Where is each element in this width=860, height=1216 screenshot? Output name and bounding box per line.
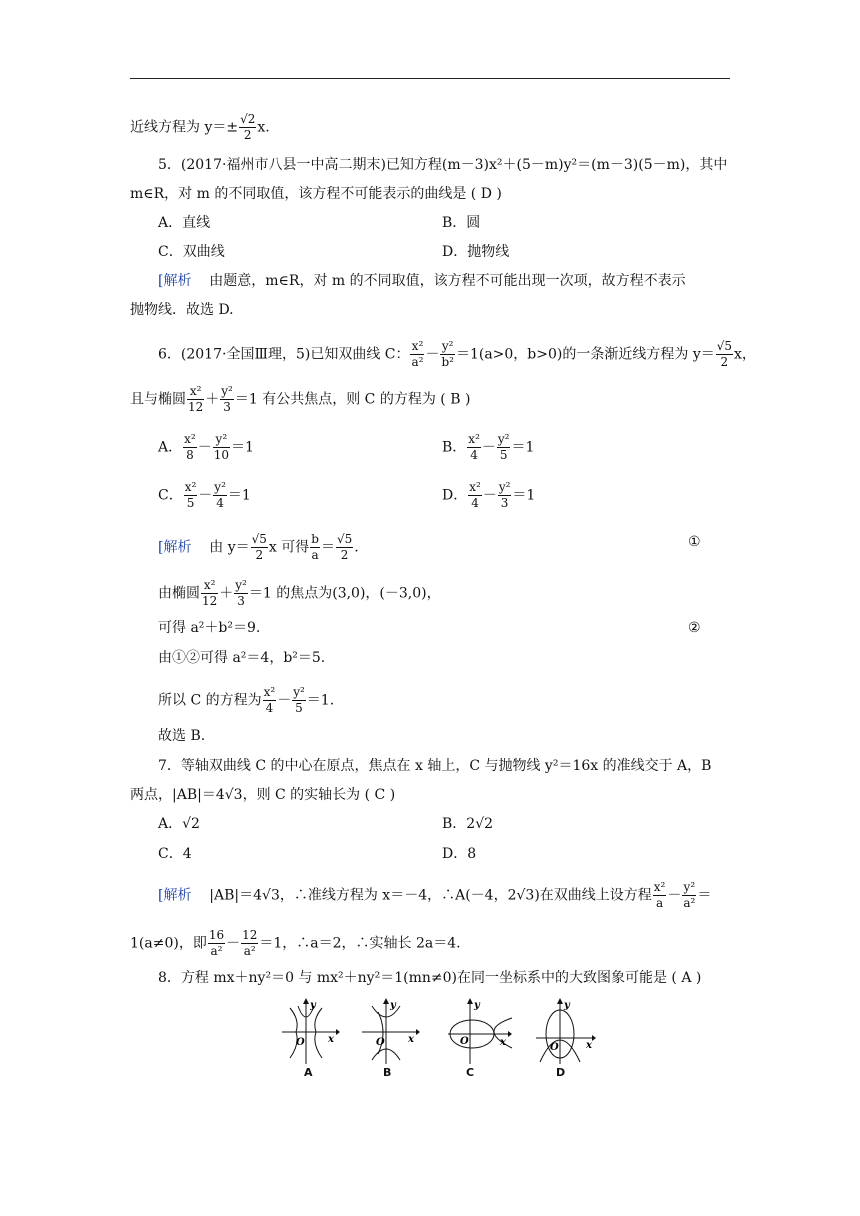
- option-a: A．直线: [158, 215, 211, 231]
- header-rule: [130, 78, 730, 79]
- solution-line: [解析 由 y＝ $\frac{√5}{2}$ x 可得 $\frac{b}{a}$ ＝ $\frac{√5}{2}$ .: [158, 532, 359, 562]
- question-7-line2: 两点，|AB|＝4√3，则 C 的实轴长为 ( C ): [130, 787, 396, 803]
- axis-y-label: y: [390, 1000, 396, 1011]
- question-6-line2: 且与椭圆 $\frac{\text{x²}}{12}$ ＋ $\frac{\text{y²}}{3}$ ＝1 有公共焦点，则 C 的方程为 ( B ): [130, 384, 471, 414]
- graph-label-d: D: [556, 1066, 566, 1079]
- graph-a: [278, 998, 340, 1064]
- question-5-line1: 5．(2017·福州市八县一中高二期末)已知方程(m－3)x²＋(5－m)y²＝(m－3)(5－m)，其中: [158, 157, 728, 173]
- graph-c: [446, 998, 516, 1064]
- option-a: A．√2: [158, 816, 200, 832]
- axis-x-label: x: [586, 1040, 592, 1051]
- question-5-line2: m∈R，对 m 的不同取值，该方程不可能表示的曲线是 ( D ): [130, 186, 502, 202]
- solution-line: 由①②可得 a²＝4，b²＝5.: [158, 650, 326, 666]
- origin-label: O: [460, 1036, 469, 1047]
- option-c: C．双曲线: [158, 244, 225, 260]
- origin-label: O: [550, 1042, 559, 1053]
- option-b: B．圆: [442, 215, 481, 231]
- option-b: B． $\frac{\text{x²}}{4}$ － $\frac{\text{y²}}{5}$ ＝1: [442, 432, 535, 462]
- origin-label: O: [376, 1037, 385, 1048]
- solution-line: 由椭圆 $\frac{\text{x²}}{12}$ ＋ $\frac{\text{y²}}{3}$ ＝1 的焦点为(3,0)，(－3,0)，: [158, 578, 441, 608]
- option-a: A． $\frac{\text{x²}}{8}$ － $\frac{\text{y²}}{10}$ ＝1: [158, 432, 254, 462]
- solution-line: 故选 B.: [158, 728, 206, 744]
- axis-x-label: x: [328, 1034, 334, 1045]
- question-6-line1: 6．(2017·全国Ⅲ理，5)已知双曲线 C： $\frac{\text{x²}}{\text{a²}}$ － $\frac{\text{y²}}{\text{b²}}$ ＝1(a>0，b>0)的一条渐近线方程为 y＝ $\frac{√5}{2}$ x，: [158, 339, 756, 369]
- option-d: D． $\frac{\text{x²}}{4}$ － $\frac{\text{y²}}{3}$ ＝1: [442, 480, 536, 510]
- graph-b: [358, 998, 420, 1064]
- option-b: B．2√2: [442, 816, 494, 832]
- question-7-line1: 7．等轴双曲线 C 的中心在原点，焦点在 x 轴上，C 与抛物线 y²＝16x 的准线交于 A，B: [158, 758, 712, 774]
- option-c: C． $\frac{\text{x²}}{5}$ － $\frac{\text{y²}}{4}$ ＝1: [158, 480, 251, 510]
- solution-line: [解析 |AB|＝4√3，∴准线方程为 x＝－4，∴A(－4，2√3)在双曲线上设方程 $\frac{\text{x²}}{a}$ － $\frac{\text{y²}}{\text{a²}}$ ＝: [158, 880, 712, 910]
- origin-label: O: [296, 1037, 305, 1048]
- solution-line: 抛物线．故选 D.: [130, 302, 234, 318]
- question-8: 8．方程 mx＋ny²＝0 与 mx²＋ny²＝1(mn≠0)在同一坐标系中的大致图象可能是 ( A ): [158, 970, 702, 986]
- graph-label-a: A: [304, 1066, 313, 1079]
- axis-y-label: y: [474, 1000, 480, 1011]
- graph-label-b: B: [383, 1066, 392, 1079]
- axis-y-label: y: [310, 1000, 316, 1011]
- solution-line: 可得 a²＋b²＝9.: [158, 620, 261, 636]
- option-c: C．4: [158, 846, 192, 862]
- equation-mark: ①: [688, 534, 701, 550]
- option-d: D．8: [442, 846, 477, 862]
- equation-mark: ②: [688, 620, 701, 636]
- axis-y-label: y: [564, 1000, 570, 1011]
- solution-line: 所以 C 的方程为 $\frac{\text{x²}}{4}$ － $\frac{\text{y²}}{5}$ ＝1.: [158, 685, 335, 715]
- graph-label-c: C: [466, 1066, 475, 1079]
- axis-x-label: x: [408, 1034, 414, 1045]
- graph-d: [534, 998, 600, 1064]
- solution-line: [解析 由题意，m∈R，对 m 的不同取值，该方程不可能出现一次项，故方程不表示: [158, 273, 686, 289]
- solution-line: 1(a≠0)，即 $\frac{16}{\text{a²}}$ － $\frac{12}{\text{a²}}$ ＝1，∴a＝2，∴实轴长 2a＝4.: [130, 928, 461, 958]
- option-d: D．抛物线: [442, 244, 510, 260]
- axis-x-label: x: [500, 1037, 506, 1048]
- text-line: 近线方程为 y＝± $\frac{√2}{2}$ x.: [130, 112, 270, 142]
